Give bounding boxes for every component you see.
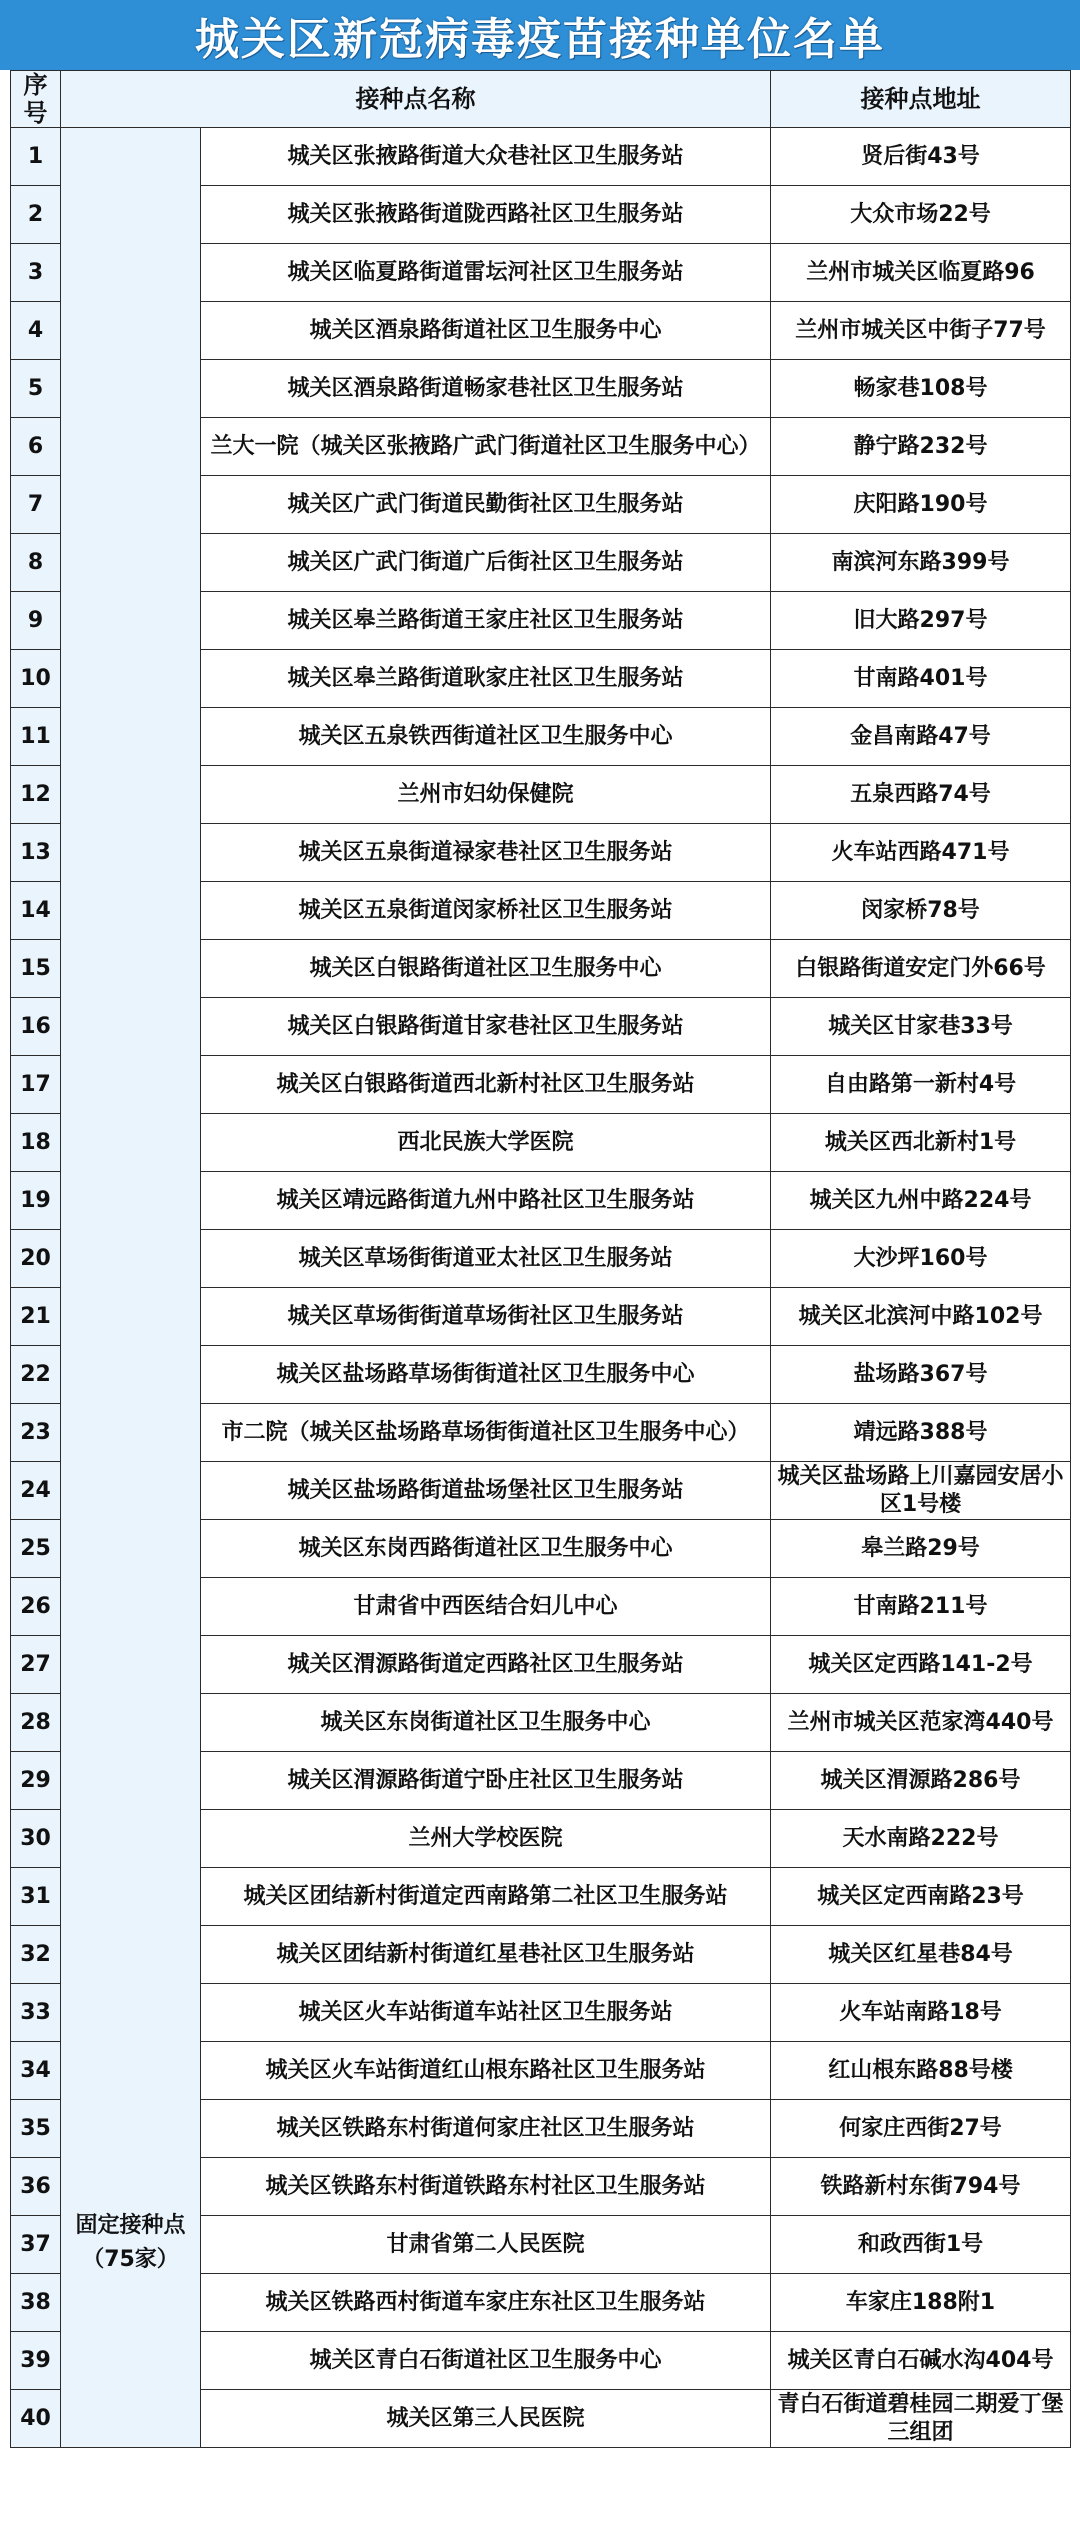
site-address: 白银路街道安定门外66号 [771,940,1071,998]
site-name: 城关区青白石街道社区卫生服务中心 [201,2332,771,2390]
site-name: 城关区铁路东村街道何家庄社区卫生服务站 [201,2100,771,2158]
row-number: 31 [11,1868,61,1926]
site-address: 旧大路297号 [771,592,1071,650]
site-name: 城关区渭源路街道定西路社区卫生服务站 [201,1636,771,1694]
row-number: 38 [11,2274,61,2332]
site-address: 兰州市城关区范家湾440号 [771,1694,1071,1752]
site-name: 城关区草场街街道亚太社区卫生服务站 [201,1230,771,1288]
site-address: 盐场路367号 [771,1346,1071,1404]
site-name: 兰州市妇幼保健院 [201,766,771,824]
site-address: 兰州市城关区中街子77号 [771,302,1071,360]
row-number: 32 [11,1926,61,1984]
category-cell [61,128,201,2448]
row-number: 39 [11,2332,61,2390]
row-number: 18 [11,1114,61,1172]
site-address: 甘南路211号 [771,1578,1071,1636]
row-number: 6 [11,418,61,476]
site-address: 贤后街43号 [771,128,1071,186]
row-number: 13 [11,824,61,882]
site-name: 兰州大学校医院 [201,1810,771,1868]
row-number: 5 [11,360,61,418]
site-name: 城关区团结新村街道红星巷社区卫生服务站 [201,1926,771,1984]
table-body [11,128,1071,2448]
site-name: 城关区盐场路草场街街道社区卫生服务中心 [201,1346,771,1404]
site-name: 城关区张掖路街道陇西路社区卫生服务站 [201,186,771,244]
site-address: 庆阳路190号 [771,476,1071,534]
table-row [11,128,1071,186]
header-index: 序 号 [11,71,61,128]
row-number: 34 [11,2042,61,2100]
site-name: 城关区酒泉路街道社区卫生服务中心 [201,302,771,360]
row-number: 1 [11,128,61,186]
row-number: 20 [11,1230,61,1288]
site-name: 城关区团结新村街道定西南路第二社区卫生服务站 [201,1868,771,1926]
site-address: 城关区甘家巷33号 [771,998,1071,1056]
header-site-name: 接种点名称 [61,71,771,128]
site-address: 大沙坪160号 [771,1230,1071,1288]
site-name: 城关区广武门街道民勤街社区卫生服务站 [201,476,771,534]
site-address: 城关区九州中路224号 [771,1172,1071,1230]
row-number: 27 [11,1636,61,1694]
site-name: 城关区酒泉路街道畅家巷社区卫生服务站 [201,360,771,418]
row-number: 9 [11,592,61,650]
row-number: 30 [11,1810,61,1868]
site-address: 皋兰路29号 [771,1520,1071,1578]
site-address: 青白石街道碧桂园二期爱丁堡三组团 [771,2390,1071,2448]
row-number: 12 [11,766,61,824]
site-address: 金昌南路47号 [771,708,1071,766]
row-number: 2 [11,186,61,244]
site-address: 五泉西路74号 [771,766,1071,824]
row-number: 37 [11,2216,61,2274]
row-number: 15 [11,940,61,998]
site-name: 城关区五泉街道闵家桥社区卫生服务站 [201,882,771,940]
vaccination-sites-table [10,70,1071,2448]
site-name: 城关区五泉街道禄家巷社区卫生服务站 [201,824,771,882]
category-count: （75家） [82,2247,179,2272]
site-address: 自由路第一新村4号 [771,1056,1071,1114]
site-address: 城关区定西路141-2号 [771,1636,1071,1694]
row-number: 35 [11,2100,61,2158]
row-number: 14 [11,882,61,940]
row-number: 3 [11,244,61,302]
site-name: 城关区广武门街道广后街社区卫生服务站 [201,534,771,592]
site-name: 城关区临夏路街道雷坛河社区卫生服务站 [201,244,771,302]
header-site-address: 接种点地址 [771,71,1071,128]
table-header-row [11,71,1071,128]
site-name: 城关区张掖路街道大众巷社区卫生服务站 [201,128,771,186]
site-name: 城关区五泉铁西街道社区卫生服务中心 [201,708,771,766]
row-number: 16 [11,998,61,1056]
site-name: 城关区草场街街道草场街社区卫生服务站 [201,1288,771,1346]
page-title: 城关区新冠病毒疫苗接种单位名单 [0,0,1080,70]
site-address: 火车站西路471号 [771,824,1071,882]
site-name: 城关区皋兰路街道耿家庄社区卫生服务站 [201,650,771,708]
row-number: 4 [11,302,61,360]
site-name: 市二院（城关区盐场路草场街街道社区卫生服务中心） [201,1404,771,1462]
row-number: 19 [11,1172,61,1230]
category-label: 固定接种点 [75,2213,186,2238]
site-name: 城关区皋兰路街道王家庄社区卫生服务站 [201,592,771,650]
site-name: 城关区东岗街道社区卫生服务中心 [201,1694,771,1752]
row-number: 10 [11,650,61,708]
site-address: 靖远路388号 [771,1404,1071,1462]
site-name: 城关区东岗西路街道社区卫生服务中心 [201,1520,771,1578]
row-number: 11 [11,708,61,766]
site-address: 畅家巷108号 [771,360,1071,418]
site-name: 城关区铁路西村街道车家庄东社区卫生服务站 [201,2274,771,2332]
site-address: 火车站南路18号 [771,1984,1071,2042]
row-number: 33 [11,1984,61,2042]
site-address: 城关区西北新村1号 [771,1114,1071,1172]
site-address: 城关区渭源路286号 [771,1752,1071,1810]
row-number: 40 [11,2390,61,2448]
site-address: 大众市场22号 [771,186,1071,244]
row-number: 25 [11,1520,61,1578]
site-name: 城关区白银路街道西北新村社区卫生服务站 [201,1056,771,1114]
site-name: 城关区白银路街道社区卫生服务中心 [201,940,771,998]
site-name: 城关区靖远路街道九州中路社区卫生服务站 [201,1172,771,1230]
site-address: 闵家桥78号 [771,882,1071,940]
site-address: 城关区盐场路上川嘉园安居小区1号楼 [771,1462,1071,1520]
row-number: 29 [11,1752,61,1810]
site-name: 城关区铁路东村街道铁路东村社区卫生服务站 [201,2158,771,2216]
site-name: 城关区盐场路街道盐场堡社区卫生服务站 [201,1462,771,1520]
site-name: 城关区渭源路街道宁卧庄社区卫生服务站 [201,1752,771,1810]
site-address: 和政西街1号 [771,2216,1071,2274]
site-address: 南滨河东路399号 [771,534,1071,592]
site-name: 甘肃省第二人民医院 [201,2216,771,2274]
row-number: 24 [11,1462,61,1520]
site-address: 车家庄188附1 [771,2274,1071,2332]
row-number: 36 [11,2158,61,2216]
row-number: 21 [11,1288,61,1346]
site-address: 城关区北滨河中路102号 [771,1288,1071,1346]
row-number: 17 [11,1056,61,1114]
site-address: 红山根东路88号楼 [771,2042,1071,2100]
site-name: 城关区第三人民医院 [201,2390,771,2448]
site-address: 甘南路401号 [771,650,1071,708]
site-address: 城关区青白石碱水沟404号 [771,2332,1071,2390]
site-address: 天水南路222号 [771,1810,1071,1868]
row-number: 28 [11,1694,61,1752]
row-number: 26 [11,1578,61,1636]
site-address: 城关区定西南路23号 [771,1868,1071,1926]
site-name: 兰大一院（城关区张掖路广武门街道社区卫生服务中心） [201,418,771,476]
site-address: 城关区红星巷84号 [771,1926,1071,1984]
site-name: 甘肃省中西医结合妇儿中心 [201,1578,771,1636]
row-number: 7 [11,476,61,534]
site-address: 兰州市城关区临夏路96 [771,244,1071,302]
row-number: 23 [11,1404,61,1462]
row-number: 22 [11,1346,61,1404]
row-number: 8 [11,534,61,592]
site-name: 西北民族大学医院 [201,1114,771,1172]
site-address: 何家庄西街27号 [771,2100,1071,2158]
site-address: 铁路新村东街794号 [771,2158,1071,2216]
site-address: 静宁路232号 [771,418,1071,476]
site-name: 城关区白银路街道甘家巷社区卫生服务站 [201,998,771,1056]
site-name: 城关区火车站街道车站社区卫生服务站 [201,1984,771,2042]
site-name: 城关区火车站街道红山根东路社区卫生服务站 [201,2042,771,2100]
